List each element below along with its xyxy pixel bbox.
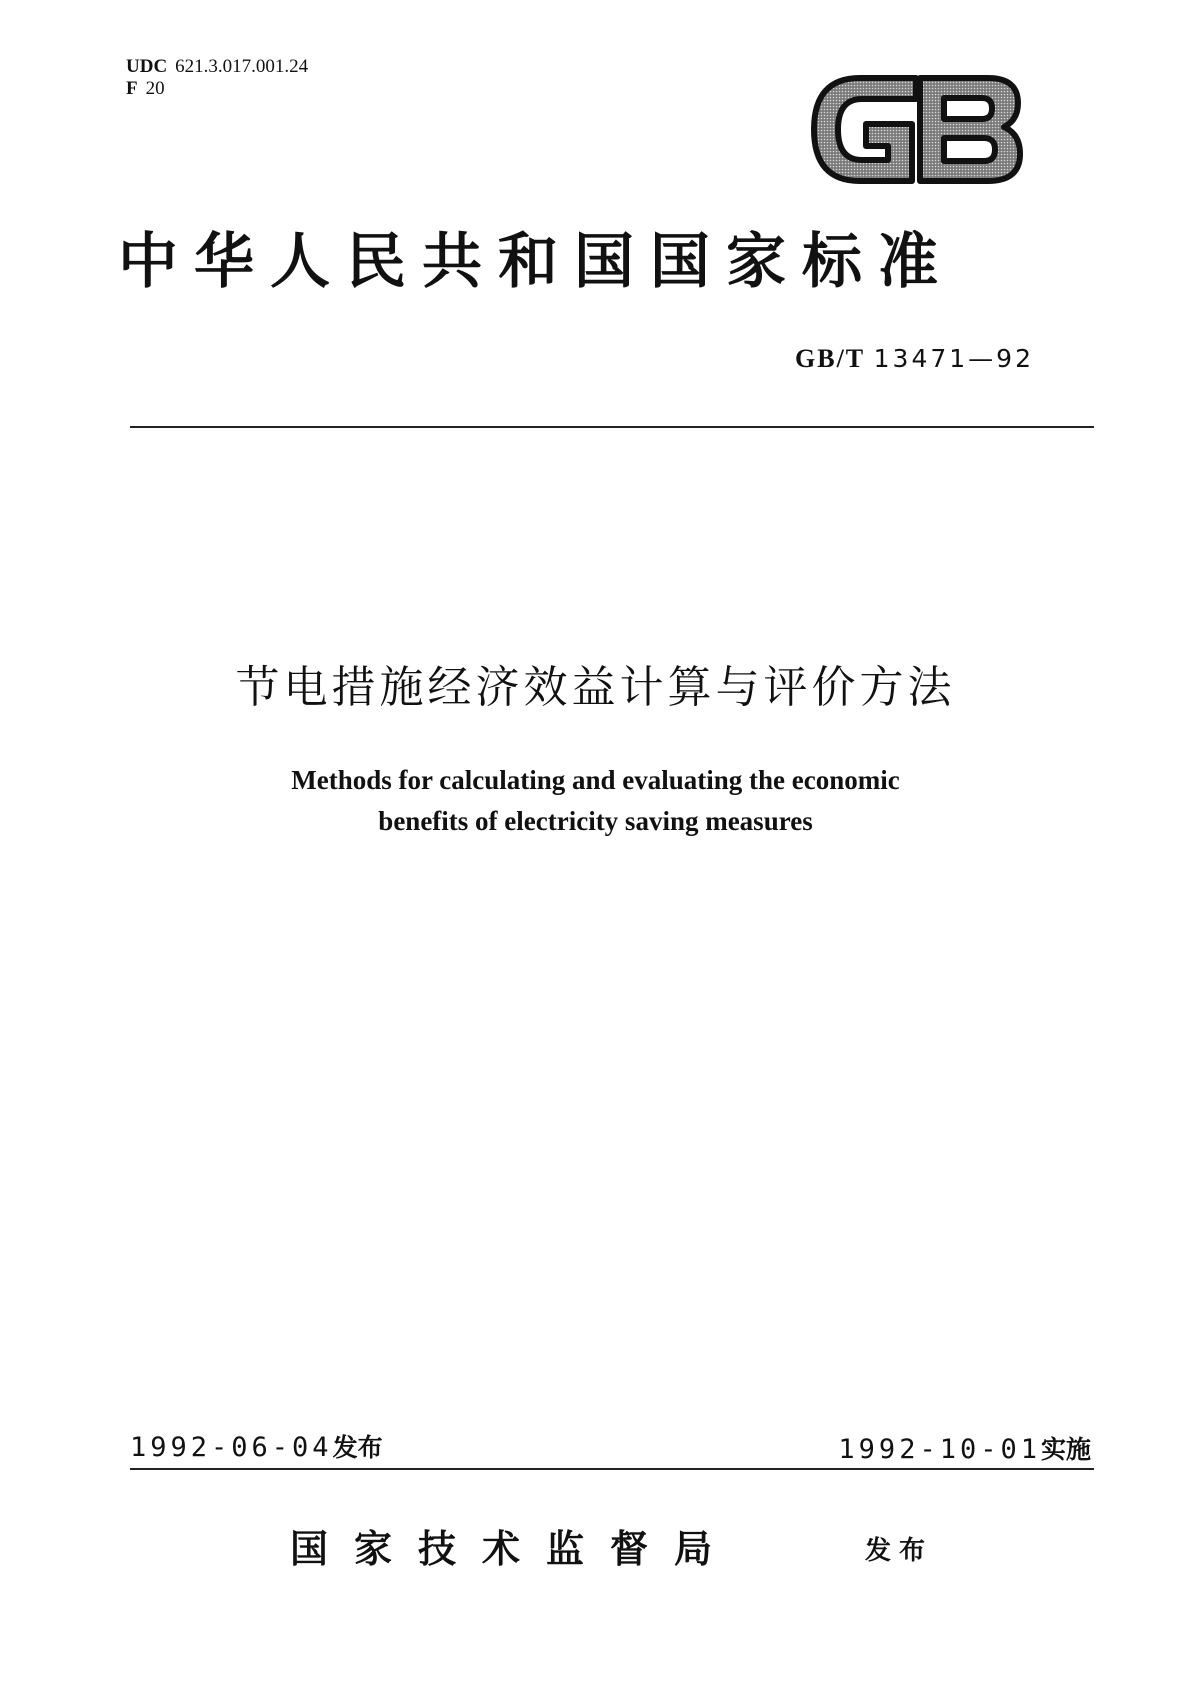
udc-line — [126, 56, 308, 78]
implementation-date-block — [838, 1430, 1091, 1466]
class-value: 20 — [145, 78, 165, 99]
gb-logo-icon — [808, 72, 1026, 187]
bottom-divider — [130, 1468, 1094, 1470]
standard-number — [795, 344, 1034, 374]
classification-block — [126, 56, 308, 100]
class-line — [126, 78, 308, 100]
issue-date: 1992-06-04 — [130, 1432, 333, 1463]
standard-prefix: GB/T — [795, 344, 866, 373]
implementation-label: 实施 — [1040, 1435, 1091, 1464]
udc-label: UDC — [126, 56, 168, 77]
issuing-country-title: 中华人民共和国国家标准 — [118, 227, 954, 297]
udc-value: 621.3.017.001.24 — [175, 56, 309, 77]
standard-code: 13471—92 — [873, 344, 1034, 373]
publisher-name: 国家技术监督局 — [290, 1526, 739, 1571]
publisher-action: 发布 — [865, 1536, 934, 1566]
implementation-date: 1992-10-01 — [838, 1434, 1041, 1465]
issue-date-block — [130, 1428, 383, 1464]
document-title-en — [0, 760, 1191, 842]
top-divider — [130, 426, 1094, 428]
title-en-line-1: Methods for calculating and evaluating the economic — [291, 765, 900, 795]
document-title-cn: 节电措施经济效益计算与评价方法 — [235, 662, 956, 713]
issue-label: 发布 — [332, 1433, 383, 1462]
title-en-line-2: benefits of electricity saving measures — [378, 806, 813, 836]
class-label: F — [126, 78, 138, 99]
